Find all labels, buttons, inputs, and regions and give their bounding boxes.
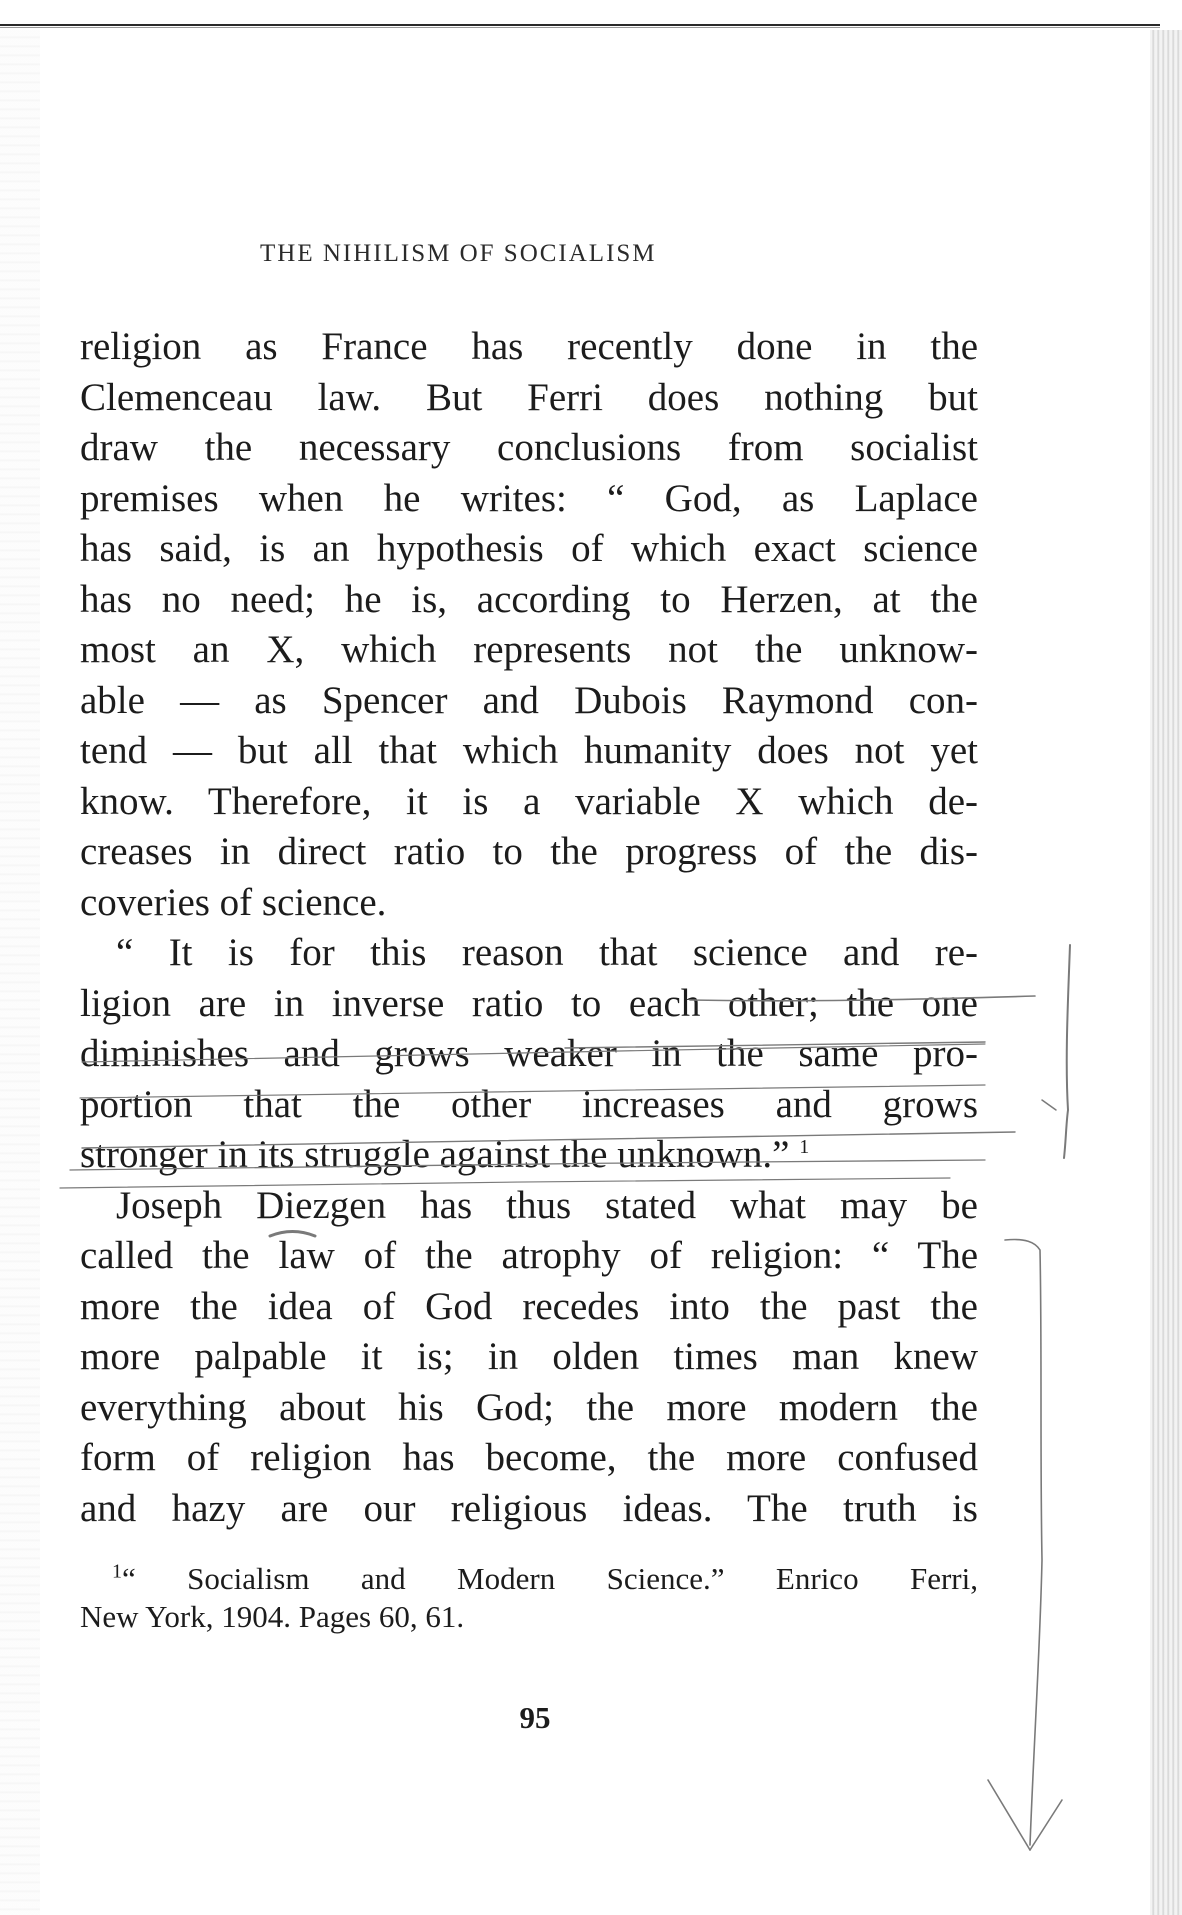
pencil-arrowhead-right <box>1030 1800 1062 1850</box>
footnote-line: New York, 1904. Pages 60, 61. <box>80 1599 465 1634</box>
top-rule-shadow <box>0 27 1160 28</box>
text-line: everything about his God; the more modern the <box>80 1385 978 1429</box>
text-line: creases in direct ratio to the progress of the dis- <box>80 830 978 873</box>
text-line: more palpable it is; in olden times man knew <box>80 1335 978 1378</box>
text-line: has said, is an hypothesis of which exact science <box>80 527 978 570</box>
pencil-margin-bracket <box>1064 945 1070 1158</box>
text-line: Clemenceau law. But Ferri does nothing but <box>80 375 978 419</box>
page-number: 95 <box>519 1700 551 1735</box>
text-line: called the law of the atrophy of religion: “ The <box>80 1234 978 1277</box>
footnote-marker: 1 <box>112 1560 122 1583</box>
text-line: religion as France has recently done in the <box>80 325 978 368</box>
text-line: draw the necessary conclusions from socialist <box>80 426 978 469</box>
text-line: Joseph Diezgen has thus stated what may be <box>116 1183 978 1227</box>
text-line: more the idea of God recedes into the past the <box>80 1284 978 1328</box>
pencil-vertical-line <box>1005 1239 1042 1845</box>
text-line: diminishes and grows weaker in the same pro- <box>80 1032 978 1075</box>
text-line: tend — but all that which humanity does not yet <box>80 729 978 772</box>
text-line: portion that the other increases and grows <box>80 1082 978 1126</box>
body-text <box>80 322 978 1534</box>
pencil-margin-dash <box>1042 1100 1056 1110</box>
text-line: form of religion has become, the more confused <box>80 1436 978 1479</box>
page-edge-right <box>1150 30 1182 1915</box>
text-line: most an X, which represents not the unknow- <box>80 628 978 671</box>
pencil-arrowhead-left <box>988 1780 1030 1850</box>
text-line: premises when he writes: “ God, as Laplace <box>80 476 978 520</box>
text-line-with-footnote <box>80 1130 978 1181</box>
footnote-text: “ Socialism and Modern Science.” Enrico Ferri, <box>122 1561 978 1596</box>
text-line: and hazy are our religious ideas. The truth is <box>80 1486 978 1530</box>
text-line-quote: “ It is for this reason that science and re- <box>116 931 978 974</box>
footnote-reference: 1 <box>799 1136 810 1158</box>
page-edge-left <box>0 30 40 1915</box>
text-line: ligion are in inverse ratio to each other; the one <box>80 981 978 1025</box>
running-head: THE NIHILISM OF SOCIALISM <box>260 240 657 267</box>
text-line: know. Therefore, it is a variable X which de- <box>80 779 978 823</box>
text-line-content: stronger in its struggle against the unknown.” <box>80 1133 790 1176</box>
top-rule <box>0 24 1160 26</box>
text-line: has no need; he is, according to Herzen, at the <box>80 577 978 621</box>
footnote <box>80 1560 978 1636</box>
text-line: coveries of science. <box>80 880 387 924</box>
text-line: able — as Spencer and Dubois Raymond con- <box>80 678 978 722</box>
footnote-line <box>80 1560 978 1598</box>
